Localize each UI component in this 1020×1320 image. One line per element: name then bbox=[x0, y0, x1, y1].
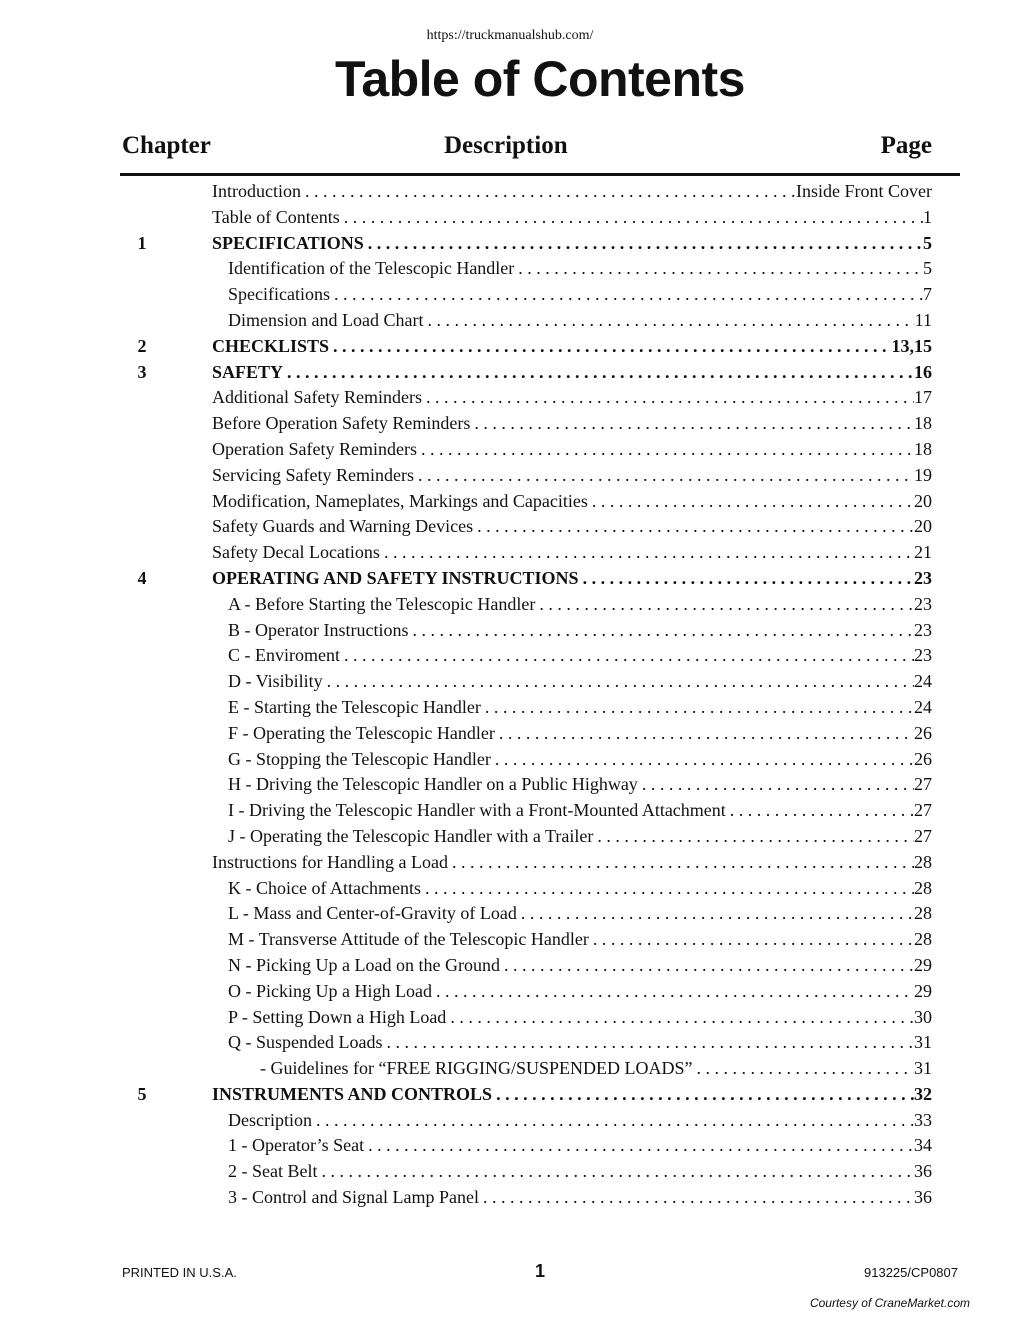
toc-chapter-number: 5 bbox=[137, 1083, 147, 1104]
document-code: 913225/CP0807 bbox=[864, 1265, 958, 1280]
toc-entry-title: SPECIFICATIONS bbox=[212, 232, 364, 253]
toc-entry-line bbox=[228, 979, 932, 1005]
dot-leader bbox=[495, 747, 914, 773]
toc-entry-title: A - Before Starting the Telescopic Handler bbox=[228, 593, 536, 614]
toc-entry bbox=[122, 489, 932, 515]
toc-entry bbox=[122, 1185, 932, 1211]
toc-entry bbox=[122, 953, 932, 979]
toc-entry-line bbox=[228, 953, 932, 979]
toc-entry-page: 1 bbox=[923, 206, 932, 227]
page-column-header: Page bbox=[880, 132, 932, 159]
description-column-header: Description bbox=[444, 132, 568, 159]
dot-leader bbox=[477, 514, 914, 540]
toc-entry-page: 20 bbox=[914, 490, 932, 511]
toc-entry-page: 19 bbox=[914, 464, 932, 485]
dot-leader bbox=[504, 953, 914, 979]
toc-entry-line bbox=[228, 1185, 932, 1211]
dot-leader bbox=[427, 308, 914, 334]
toc-entry-page: 27 bbox=[914, 825, 932, 846]
dot-leader bbox=[287, 360, 914, 386]
toc-entry bbox=[122, 437, 932, 463]
toc-entry-page: 23 bbox=[914, 645, 932, 666]
toc-entry-line bbox=[228, 901, 932, 927]
toc-entry-page: 20 bbox=[914, 516, 932, 537]
toc-entry-title: Instructions for Handling a Load bbox=[212, 851, 448, 872]
toc-entry-line bbox=[212, 334, 932, 360]
dot-leader bbox=[327, 669, 914, 695]
toc-entry bbox=[122, 824, 932, 850]
toc-entry-page: 23 bbox=[914, 567, 932, 588]
toc-entry-title: CHECKLISTS bbox=[212, 335, 330, 356]
courtesy-note: Courtesy of CraneMarket.com bbox=[809, 1296, 970, 1310]
toc-entry-line bbox=[228, 592, 932, 618]
toc-entry-line bbox=[228, 772, 932, 798]
toc-entry-title: F - Operating the Telescopic Handler bbox=[228, 722, 495, 743]
toc-entry-page: 11 bbox=[914, 309, 932, 330]
toc-entry bbox=[122, 643, 932, 669]
dot-leader bbox=[418, 463, 914, 489]
toc-entry-page: 26 bbox=[914, 722, 932, 743]
toc-entry-line bbox=[228, 927, 932, 953]
toc-entry-title: P - Setting Down a High Load bbox=[228, 1006, 447, 1027]
dot-leader bbox=[474, 411, 914, 437]
dot-leader bbox=[730, 798, 914, 824]
dot-leader bbox=[696, 1056, 914, 1082]
toc-entry-page: 18 bbox=[914, 413, 932, 434]
toc-entry bbox=[122, 1108, 932, 1134]
toc-entry-line bbox=[228, 695, 932, 721]
dot-leader bbox=[483, 1185, 914, 1211]
toc-entry bbox=[122, 850, 932, 876]
toc-entry-page: 23 bbox=[914, 619, 932, 640]
toc-entry bbox=[122, 1133, 932, 1159]
toc-entry-title: OPERATING AND SAFETY INSTRUCTIONS bbox=[212, 567, 579, 588]
chapter-column-header: Chapter bbox=[122, 132, 211, 159]
toc-entry-title: Description bbox=[228, 1109, 312, 1130]
dot-leader bbox=[583, 566, 914, 592]
toc-entry bbox=[122, 1159, 932, 1185]
toc-entry-page: 30 bbox=[914, 1006, 932, 1027]
dot-leader bbox=[539, 592, 914, 618]
toc-entry-page: 18 bbox=[914, 438, 932, 459]
toc-entry bbox=[122, 205, 932, 231]
toc-entry-line bbox=[212, 385, 932, 411]
toc-entry-line bbox=[228, 1108, 932, 1134]
toc-entry-page: 32 bbox=[914, 1083, 932, 1104]
dot-leader bbox=[412, 618, 914, 644]
toc-entry-line bbox=[228, 282, 932, 308]
toc-list bbox=[122, 179, 932, 1211]
dot-leader bbox=[436, 979, 914, 1005]
toc-entry-line bbox=[228, 1030, 932, 1056]
dot-leader bbox=[425, 876, 914, 902]
toc-entry-title: 2 - Seat Belt bbox=[228, 1161, 318, 1182]
toc-entry-line bbox=[228, 643, 932, 669]
toc-entry-title: Table of Contents bbox=[212, 206, 340, 227]
toc-entry-page: 29 bbox=[914, 954, 932, 975]
toc-entry-line bbox=[212, 850, 932, 876]
toc-entry-title: Q - Suspended Loads bbox=[228, 1032, 383, 1053]
toc-chapter-number: 4 bbox=[137, 567, 147, 588]
toc-entry-line bbox=[212, 411, 932, 437]
toc-entry-title: K - Choice of Attachments bbox=[228, 877, 421, 898]
toc-entry-line bbox=[212, 360, 932, 386]
column-headers bbox=[122, 132, 932, 164]
toc-entry bbox=[122, 1030, 932, 1056]
toc-entry-page: 34 bbox=[914, 1135, 932, 1156]
toc-entry-line bbox=[212, 566, 932, 592]
toc-entry bbox=[122, 772, 932, 798]
toc-entry-page: 17 bbox=[914, 387, 932, 408]
dot-leader bbox=[485, 695, 914, 721]
toc-entry-page: 31 bbox=[914, 1058, 932, 1079]
toc-entry-line bbox=[228, 1159, 932, 1185]
toc-entry-title: N - Picking Up a Load on the Ground bbox=[228, 954, 500, 975]
toc-entry-title: INSTRUMENTS AND CONTROLS bbox=[212, 1083, 493, 1104]
toc-entry bbox=[122, 798, 932, 824]
toc-entry-page: 36 bbox=[914, 1187, 932, 1208]
toc-entry-title: I - Driving the Telescopic Handler with a Front-Mounted Attachment bbox=[228, 800, 726, 821]
toc-entry-page: 28 bbox=[914, 903, 932, 924]
toc-entry-title: L - Mass and Center-of-Gravity of Load bbox=[228, 903, 517, 924]
toc-entry-line bbox=[228, 618, 932, 644]
toc-entry bbox=[122, 514, 932, 540]
toc-entry-line bbox=[228, 669, 932, 695]
toc-entry-line bbox=[228, 1005, 932, 1031]
toc-entry-title: D - Visibility bbox=[228, 671, 323, 692]
toc-entry-line bbox=[228, 1133, 932, 1159]
toc-entry-line bbox=[228, 747, 932, 773]
toc-entry-page: Inside Front Cover bbox=[796, 181, 932, 201]
toc-entry-line bbox=[212, 540, 932, 566]
toc-entry bbox=[122, 592, 932, 618]
toc-entry-title: E - Starting the Telescopic Handler bbox=[228, 696, 481, 717]
dot-leader bbox=[316, 1108, 914, 1134]
dot-leader bbox=[592, 489, 914, 515]
toc-entry-title: 3 - Control and Signal Lamp Panel bbox=[228, 1187, 479, 1208]
printed-in-label: PRINTED IN U.S.A. bbox=[122, 1265, 237, 1280]
toc-entry bbox=[122, 876, 932, 902]
toc-entry bbox=[122, 1056, 932, 1082]
toc-entry-page: 13,15 bbox=[891, 335, 932, 356]
toc-entry bbox=[122, 979, 932, 1005]
dot-leader bbox=[593, 927, 914, 953]
toc-entry-page: 5 bbox=[923, 232, 932, 253]
dot-leader bbox=[321, 1159, 914, 1185]
toc-entry bbox=[122, 385, 932, 411]
toc-entry bbox=[122, 411, 932, 437]
toc-chapter-number: 3 bbox=[137, 361, 147, 382]
toc-entry-page: 24 bbox=[914, 696, 932, 717]
header-divider bbox=[120, 173, 960, 176]
toc-entry-page: 36 bbox=[914, 1161, 932, 1182]
toc-entry-line bbox=[212, 205, 932, 231]
toc-entry bbox=[122, 618, 932, 644]
toc-entry-line bbox=[228, 798, 932, 824]
toc-entry-title: - Guidelines for “FREE RIGGING/SUSPENDED LOADS” bbox=[260, 1058, 693, 1079]
toc-entry-title: O - Picking Up a High Load bbox=[228, 980, 432, 1001]
dot-leader bbox=[426, 385, 914, 411]
dot-leader bbox=[421, 437, 914, 463]
toc-entry-line bbox=[228, 876, 932, 902]
toc-entry-title: Identification of the Telescopic Handler bbox=[228, 258, 515, 279]
toc-entry-line bbox=[212, 231, 932, 257]
toc-entry-page: 28 bbox=[914, 851, 932, 872]
toc-entry-title: Additional Safety Reminders bbox=[212, 387, 422, 408]
toc-entry-page: 23 bbox=[914, 593, 932, 614]
toc-entry-page: 33 bbox=[914, 1109, 932, 1130]
toc-entry-line bbox=[212, 489, 932, 515]
toc-entry-title: C - Enviroment bbox=[228, 645, 340, 666]
toc-entry bbox=[122, 334, 932, 360]
source-url: https://truckmanualshub.com/ bbox=[426, 28, 594, 43]
toc-entry bbox=[122, 360, 932, 386]
toc-entry-line bbox=[228, 256, 932, 282]
toc-entry bbox=[122, 463, 932, 489]
dot-leader bbox=[305, 179, 796, 205]
toc-entry bbox=[122, 308, 932, 334]
toc-entry-title: H - Driving the Telescopic Handler on a Public Highway bbox=[228, 774, 638, 795]
page-title: Table of Contents bbox=[334, 51, 745, 107]
toc-entry-page: 21 bbox=[914, 542, 932, 563]
dot-leader bbox=[597, 824, 914, 850]
toc-entry bbox=[122, 282, 932, 308]
toc-entry-page: 28 bbox=[914, 877, 932, 898]
toc-entry-line bbox=[212, 1082, 932, 1108]
toc-entry-page: 7 bbox=[923, 284, 932, 305]
toc-entry-title: B - Operator Instructions bbox=[228, 619, 409, 640]
toc-entry bbox=[122, 566, 932, 592]
toc-entry-page: 24 bbox=[914, 671, 932, 692]
toc-entry bbox=[122, 179, 932, 205]
dot-leader bbox=[384, 540, 914, 566]
toc-entry-line bbox=[212, 437, 932, 463]
toc-entry-line bbox=[212, 463, 932, 489]
dot-leader bbox=[496, 1082, 914, 1108]
toc-chapter-number: 1 bbox=[137, 232, 147, 253]
toc-entry-title: G - Stopping the Telescopic Handler bbox=[228, 748, 491, 769]
toc-entry-line bbox=[228, 721, 932, 747]
dot-leader bbox=[518, 256, 923, 282]
toc-entry-page: 26 bbox=[914, 748, 932, 769]
toc-entry-line bbox=[228, 824, 932, 850]
toc-entry bbox=[122, 540, 932, 566]
toc-entry bbox=[122, 256, 932, 282]
toc-entry-title: Introduction bbox=[212, 181, 301, 201]
dot-leader bbox=[344, 643, 914, 669]
toc-entry-title: SAFETY bbox=[212, 361, 284, 382]
dot-leader bbox=[386, 1030, 914, 1056]
toc-entry-line bbox=[212, 179, 932, 205]
toc-chapter-number: 2 bbox=[137, 335, 147, 356]
dot-leader bbox=[642, 772, 914, 798]
toc-entry-page: 16 bbox=[914, 361, 932, 382]
toc-entry bbox=[122, 1005, 932, 1031]
toc-entry-title: Before Operation Safety Reminders bbox=[212, 413, 471, 434]
dot-leader bbox=[368, 231, 923, 257]
toc-entry bbox=[122, 721, 932, 747]
toc-entry-title: Safety Decal Locations bbox=[212, 542, 380, 563]
dot-leader bbox=[344, 205, 923, 231]
dot-leader bbox=[368, 1133, 914, 1159]
toc-entry-title: Operation Safety Reminders bbox=[212, 438, 417, 459]
toc-entry bbox=[122, 1082, 932, 1108]
dot-leader bbox=[452, 850, 914, 876]
toc-entry-page: 27 bbox=[914, 774, 932, 795]
toc-entry-title: Dimension and Load Chart bbox=[228, 309, 424, 330]
toc-entry-page: 28 bbox=[914, 929, 932, 950]
page-number: 1 bbox=[534, 1261, 545, 1281]
dot-leader bbox=[333, 334, 891, 360]
toc-entry-title: M - Transverse Attitude of the Telescopic Handler bbox=[228, 929, 589, 950]
toc-entry-title: J - Operating the Telescopic Handler with a Trailer bbox=[228, 825, 594, 846]
toc-entry-line bbox=[228, 308, 932, 334]
toc-entry-title: 1 - Operator’s Seat bbox=[228, 1135, 365, 1156]
toc-entry bbox=[122, 901, 932, 927]
toc-entry-line bbox=[212, 514, 932, 540]
toc-entry-line bbox=[260, 1056, 932, 1082]
toc-entry-title: Safety Guards and Warning Devices bbox=[212, 516, 474, 537]
toc-entry-page: 31 bbox=[914, 1032, 932, 1053]
toc-entry-page: 27 bbox=[914, 800, 932, 821]
toc-entry-page: 5 bbox=[923, 258, 932, 279]
toc-entry bbox=[122, 231, 932, 257]
toc-entry bbox=[122, 695, 932, 721]
dot-leader bbox=[334, 282, 923, 308]
toc-entry-page: 29 bbox=[914, 980, 932, 1001]
toc-entry bbox=[122, 669, 932, 695]
dot-leader bbox=[521, 901, 914, 927]
toc-entry bbox=[122, 747, 932, 773]
toc-entry bbox=[122, 927, 932, 953]
dot-leader bbox=[450, 1005, 914, 1031]
toc-entry-title: Specifications bbox=[228, 284, 330, 305]
toc-entry-title: Modification, Nameplates, Markings and Capacities bbox=[212, 490, 588, 511]
toc-entry-title: Servicing Safety Reminders bbox=[212, 464, 414, 485]
dot-leader bbox=[499, 721, 914, 747]
